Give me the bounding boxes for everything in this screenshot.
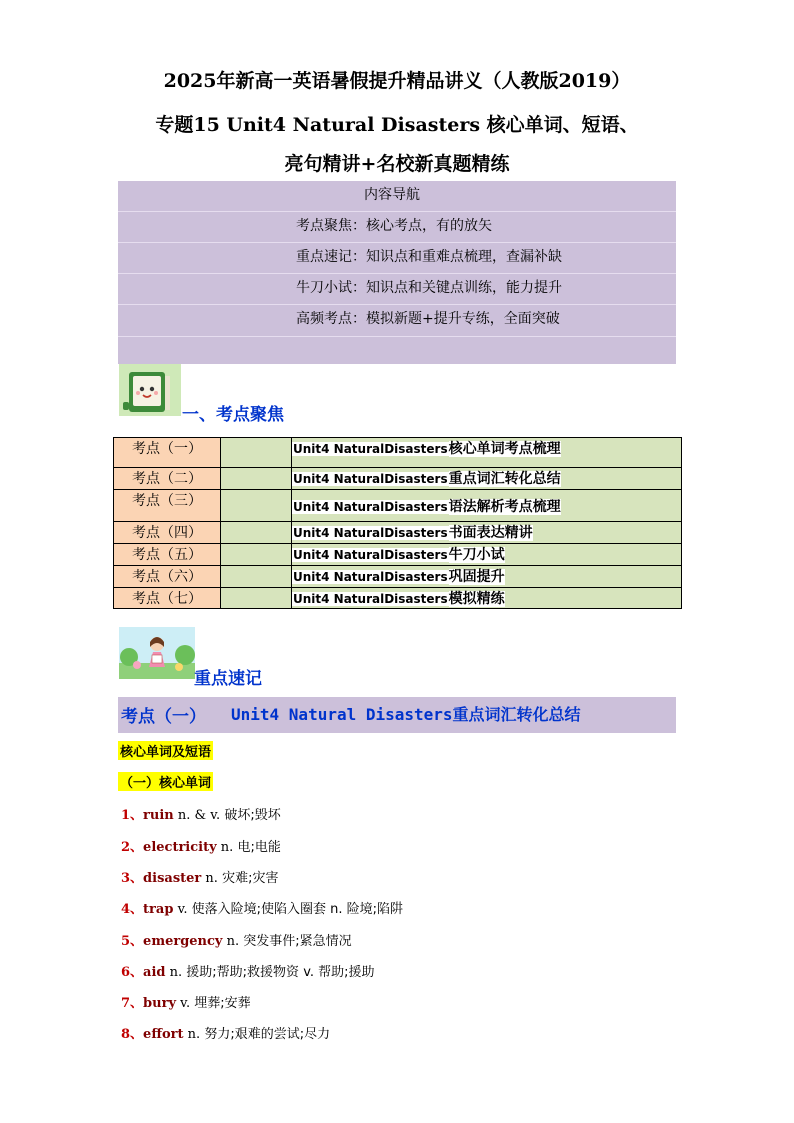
unit-name: Unit4 NaturalDisasters: [293, 472, 448, 486]
nav-row-text: 考点聚焦：核心考点，有的放矢: [296, 218, 492, 234]
band-text: Unit4 Natural Disasters重点词汇转化总结: [231, 705, 581, 724]
kaodian-label: 考点（七）: [132, 591, 202, 607]
word-meaning: 努力;艰难的尝试;尽力: [204, 1027, 331, 1042]
table-row: [114, 522, 682, 544]
blank-cell: [221, 490, 292, 522]
list-item: [121, 930, 352, 949]
blank-cell: [221, 522, 292, 544]
table-row: [114, 468, 682, 490]
nav-heading: 内容导航: [364, 187, 420, 203]
table-row: [114, 588, 682, 609]
nav-row-text: 高频考点：模拟新题+提升专练，全面突破: [296, 311, 560, 327]
word-number: 3、: [121, 871, 144, 886]
blank-cell: [221, 544, 292, 566]
nav-row-text: 重点速记：知识点和重难点梳理，查漏补缺: [296, 249, 562, 265]
highlight-core-words-phrases: 核心单词及短语: [118, 741, 213, 760]
section-title-kaodian: 一、考点聚焦: [182, 405, 284, 425]
kaodian-topic-cell: [292, 566, 682, 588]
kaodian-topic: 核心单词考点梳理: [448, 441, 561, 457]
kaodian-label-cell: [114, 438, 221, 468]
kaodian-topic: 语法解析考点梳理: [448, 499, 561, 515]
word-english: trap: [143, 902, 174, 917]
word-pos: n.: [169, 965, 183, 980]
word-pos: n. & v.: [177, 808, 221, 823]
word-pos: n.: [187, 1027, 201, 1042]
unit-name: Unit4 NaturalDisasters: [293, 548, 448, 562]
kaodian-topic-cell: [292, 468, 682, 490]
kaodian-label: 考点（一）: [132, 441, 202, 457]
kaodian-label: 考点（六）: [132, 569, 202, 585]
kaodian-topic: 书面表达精讲: [448, 525, 533, 541]
kaodian-topic: 重点词汇转化总结: [448, 471, 561, 487]
word-meaning: 突发事件;紧急情况: [243, 934, 352, 949]
list-item: [121, 867, 278, 886]
table-row: [114, 544, 682, 566]
reading-girl-icon: [119, 627, 195, 679]
word-pos: n.: [226, 934, 240, 949]
list-item: [121, 961, 375, 980]
nav-row-text: 牛刀小试：知识点和关键点训练，能力提升: [296, 280, 562, 296]
word-number: 5、: [121, 934, 144, 949]
word-english: bury: [143, 996, 176, 1011]
list-item: [121, 898, 403, 917]
section-title-review: 重点速记: [194, 669, 262, 689]
kaodian-label-cell: [114, 544, 221, 566]
kaodian-label-cell: [114, 490, 221, 522]
list-item: [121, 1023, 330, 1042]
table-row: [114, 490, 682, 522]
table-row: [114, 566, 682, 588]
word-english: disaster: [143, 871, 202, 886]
blank-cell: [221, 438, 292, 468]
kaodian-band: [118, 697, 676, 733]
kaodian-label: 考点（四）: [132, 525, 202, 541]
blank-cell: [221, 468, 292, 490]
book-mascot-icon: [119, 364, 181, 416]
unit-name: Unit4 NaturalDisasters: [293, 592, 448, 606]
kaodian-label-cell: [114, 522, 221, 544]
kaodian-topic-cell: [292, 588, 682, 609]
word-meaning: 援助;帮助;救援物资 v. 帮助;援助: [186, 965, 375, 980]
word-meaning: 埋葬;安葬: [194, 996, 251, 1011]
word-number: 6、: [121, 965, 144, 980]
unit-name: Unit4 NaturalDisasters: [293, 500, 448, 514]
word-number: 1、: [121, 808, 144, 823]
word-english: effort: [143, 1027, 184, 1042]
word-number: 7、: [121, 996, 144, 1011]
word-english: emergency: [143, 934, 223, 949]
kaodian-topic-cell: [292, 490, 682, 522]
unit-name: Unit4 NaturalDisasters: [293, 526, 448, 540]
kaodian-label: 考点（五）: [132, 547, 202, 563]
doc-title-line1: 2025年新高一英语暑假提升精品讲义（人教版2019）: [163, 70, 631, 92]
kaodian-label-cell: [114, 468, 221, 490]
word-meaning: 电;电能: [237, 840, 281, 855]
word-english: electricity: [143, 840, 217, 855]
band-label: 考点（一）: [121, 707, 206, 727]
kaodian-label: 考点（三）: [132, 493, 202, 509]
word-number: 2、: [121, 840, 144, 855]
content-navigation-box: [118, 181, 676, 364]
kaodian-topic-cell: [292, 438, 682, 468]
word-number: 8、: [121, 1027, 144, 1042]
kaodian-topic: 模拟精练: [448, 591, 505, 607]
kaodian-topic-cell: [292, 544, 682, 566]
unit-name: Unit4 NaturalDisasters: [293, 570, 448, 584]
word-number: 4、: [121, 902, 144, 917]
word-pos: n.: [205, 871, 218, 886]
word-meaning: 使落入险境;使陷入圈套 n. 险境;陷阱: [191, 902, 404, 917]
word-pos: v.: [180, 996, 191, 1011]
word-meaning: 破坏;毁坏: [224, 808, 281, 823]
list-item: [121, 804, 281, 823]
doc-title-line2: 专题15 Unit4 Natural Disasters 核心单词、短语、: [155, 114, 639, 136]
kaodian-topic: 牛刀小试: [448, 547, 505, 563]
word-pos: v.: [177, 902, 188, 917]
table-row: [114, 438, 682, 468]
list-item: [121, 992, 251, 1011]
word-pos: n.: [220, 840, 234, 855]
kaodian-label: 考点（二）: [132, 471, 202, 487]
word-english: aid: [143, 965, 166, 980]
highlight-core-words: （一）核心单词: [118, 772, 213, 791]
kaodian-topic-cell: [292, 522, 682, 544]
blank-cell: [221, 566, 292, 588]
list-item: [121, 836, 281, 855]
kaodian-label-cell: [114, 588, 221, 609]
word-meaning: 灾难;灾害: [222, 871, 279, 886]
kaodian-label-cell: [114, 566, 221, 588]
blank-cell: [221, 588, 292, 609]
word-english: ruin: [143, 808, 174, 823]
kaodian-topic: 巩固提升: [448, 569, 505, 585]
kaodian-table: [113, 437, 682, 609]
doc-title-line3: 亮句精讲+名校新真题精练: [284, 153, 510, 175]
unit-name: Unit4 NaturalDisasters: [293, 442, 448, 456]
